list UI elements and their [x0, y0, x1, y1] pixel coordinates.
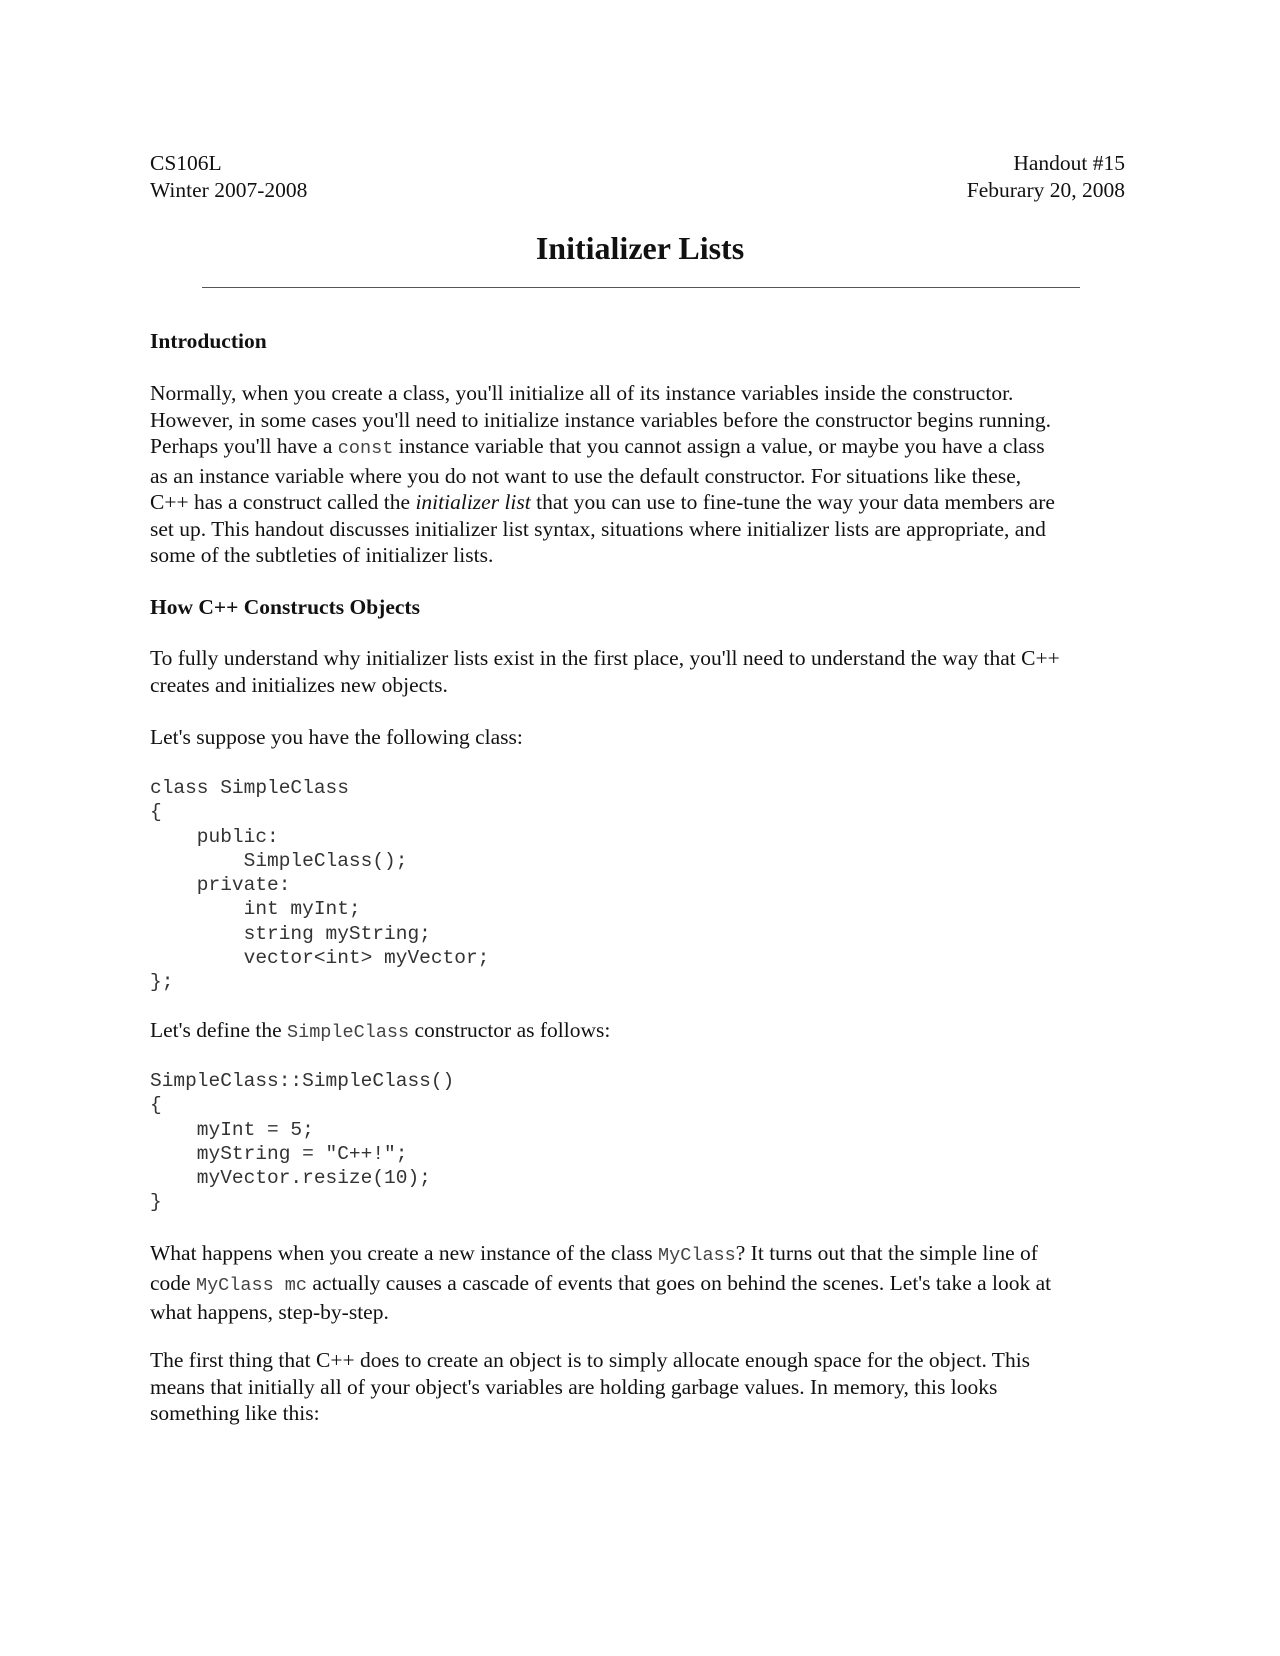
code-line: myInt = 5;: [150, 1118, 314, 1141]
paragraph-text: ? It turns out that the simple line of: [735, 1241, 1038, 1265]
intro-line: some of the subtleties of initializer lists.: [150, 543, 494, 567]
paragraph-line: [150, 1017, 1130, 1047]
intro-text: that you can use to fine-tune the way your data members are: [530, 490, 1055, 514]
paragraph-line: [150, 1240, 1130, 1270]
paragraph-first-thing: [150, 1347, 1130, 1427]
intro-line: Normally, when you create a class, you'll initialize all of its instance variables inside the constructor.: [150, 381, 1014, 405]
code-line: {: [150, 801, 162, 824]
code-line: myVector.resize(10);: [150, 1167, 431, 1190]
header-row-1: [150, 150, 1125, 177]
paragraph-text: Let's define the: [150, 1018, 287, 1042]
code-line: string myString;: [150, 922, 431, 945]
code-line: }: [150, 1191, 162, 1214]
code-line: myString = "C++!";: [150, 1142, 408, 1165]
intro-line: set up. This handout discusses initializer list syntax, situations where initializer lists are appropriate, and: [150, 516, 1046, 541]
code-line: int myInt;: [150, 898, 361, 921]
inline-code-const: const: [337, 438, 394, 459]
header-row-2: [150, 177, 1125, 204]
course-code: CS106L: [150, 151, 222, 175]
intro-text: C++ has a construct called the: [150, 490, 416, 514]
intro-line: [150, 489, 1130, 516]
intro-text: instance variable that you cannot assign a value, or maybe you have a class: [393, 434, 1045, 458]
handout-date: Feburary 20, 2008: [966, 178, 1125, 202]
code-line: SimpleClass::SimpleClass(): [150, 1070, 455, 1092]
term: Winter 2007-2008: [150, 178, 308, 202]
paragraph-suppose: Let's suppose you have the following class:: [150, 725, 523, 749]
paragraph-line: [150, 1270, 1130, 1300]
paragraph-line: The first thing that C++ does to create an object is to simply allocate enough space for the object. This: [150, 1348, 1031, 1372]
code-line: private:: [150, 874, 291, 897]
paragraph-line: what happens, step-by-step.: [150, 1300, 389, 1324]
paragraph-text: What happens when you create a new instance of the class: [150, 1241, 659, 1265]
heading-how-cpp-constructs: How C++ Constructs Objects: [150, 595, 420, 619]
code-line: public:: [150, 825, 279, 848]
inline-code-myclass-mc: MyClass mc: [195, 1274, 307, 1296]
code-line: vector<int> myVector;: [150, 947, 490, 970]
title-divider: [202, 287, 1080, 288]
code-line: {: [150, 1094, 162, 1117]
paragraph-line: To fully understand why initializer lists exist in the first place, you'll need to understand the way that C++: [150, 646, 1060, 670]
inline-code-simpleclass: SimpleClass: [287, 1022, 410, 1043]
handout-number: Handout #15: [1013, 151, 1125, 175]
page-title: Initializer Lists: [535, 230, 745, 266]
paragraph-text: actually causes a cascade of events that goes on behind the scenes. Let's take a look at: [307, 1270, 1052, 1295]
paragraph-define-constructor: [150, 1017, 1130, 1047]
paragraph-text: code: [150, 1270, 196, 1295]
intro-paragraph: [150, 380, 1130, 569]
paragraph-line: means that initially all of your object's variables are holding garbage values. In memory, this looks: [150, 1374, 998, 1399]
paragraph-what-happens: [150, 1240, 1130, 1326]
paragraph-line: something like this:: [150, 1401, 320, 1425]
emphasis-initializer-list: initializer list: [415, 490, 531, 514]
intro-line: as an instance variable where you do not want to use the default constructor. For situations like these,: [150, 463, 1022, 488]
intro-text: Perhaps you'll have a: [150, 434, 338, 458]
code-block-class-definition: [150, 776, 489, 995]
code-line: SimpleClass();: [150, 849, 408, 872]
intro-line: [150, 433, 1130, 463]
code-line: };: [150, 971, 174, 994]
paragraph-understand: [150, 645, 1130, 698]
paragraph-text: constructor as follows:: [409, 1018, 611, 1042]
intro-line: However, in some cases you'll need to initialize instance variables before the constructor begins running.: [150, 407, 1051, 432]
code-line: class SimpleClass: [150, 777, 349, 799]
code-block-constructor: [150, 1069, 454, 1215]
inline-code-myclass: MyClass: [658, 1245, 736, 1266]
heading-introduction: Introduction: [150, 329, 267, 353]
paragraph-line: creates and initializes new objects.: [150, 672, 448, 697]
